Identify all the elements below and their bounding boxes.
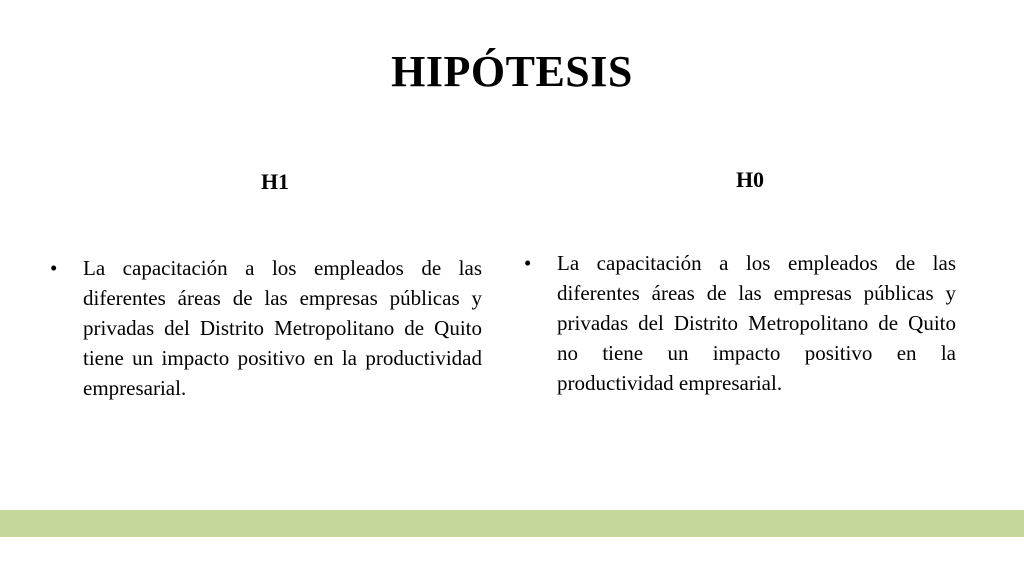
- slide-title: HIPÓTESIS: [391, 47, 633, 96]
- h1-bullet-text: La capacitación a los empleados de las diferentes áreas de las empresas públicas y privadas del Distrito Metropolitano de Quito tiene un impacto positivo en la productividad empresarial.: [83, 256, 482, 400]
- h0-bullet-text: La capacitación a los empleados de las diferentes áreas de las empresas públicas y privadas del Distrito Metropolitano de Quito no tiene un impacto positivo en la productividad empresarial.: [557, 251, 956, 395]
- h0-heading: H0: [735, 167, 765, 192]
- h1-bullet-item: [50, 253, 482, 403]
- bottom-accent-bar: [0, 510, 1024, 537]
- h0-bullet-item: [524, 248, 956, 398]
- h1-heading: H1: [260, 169, 290, 194]
- bullet-icon: •: [524, 251, 532, 275]
- bullet-icon: •: [50, 256, 58, 280]
